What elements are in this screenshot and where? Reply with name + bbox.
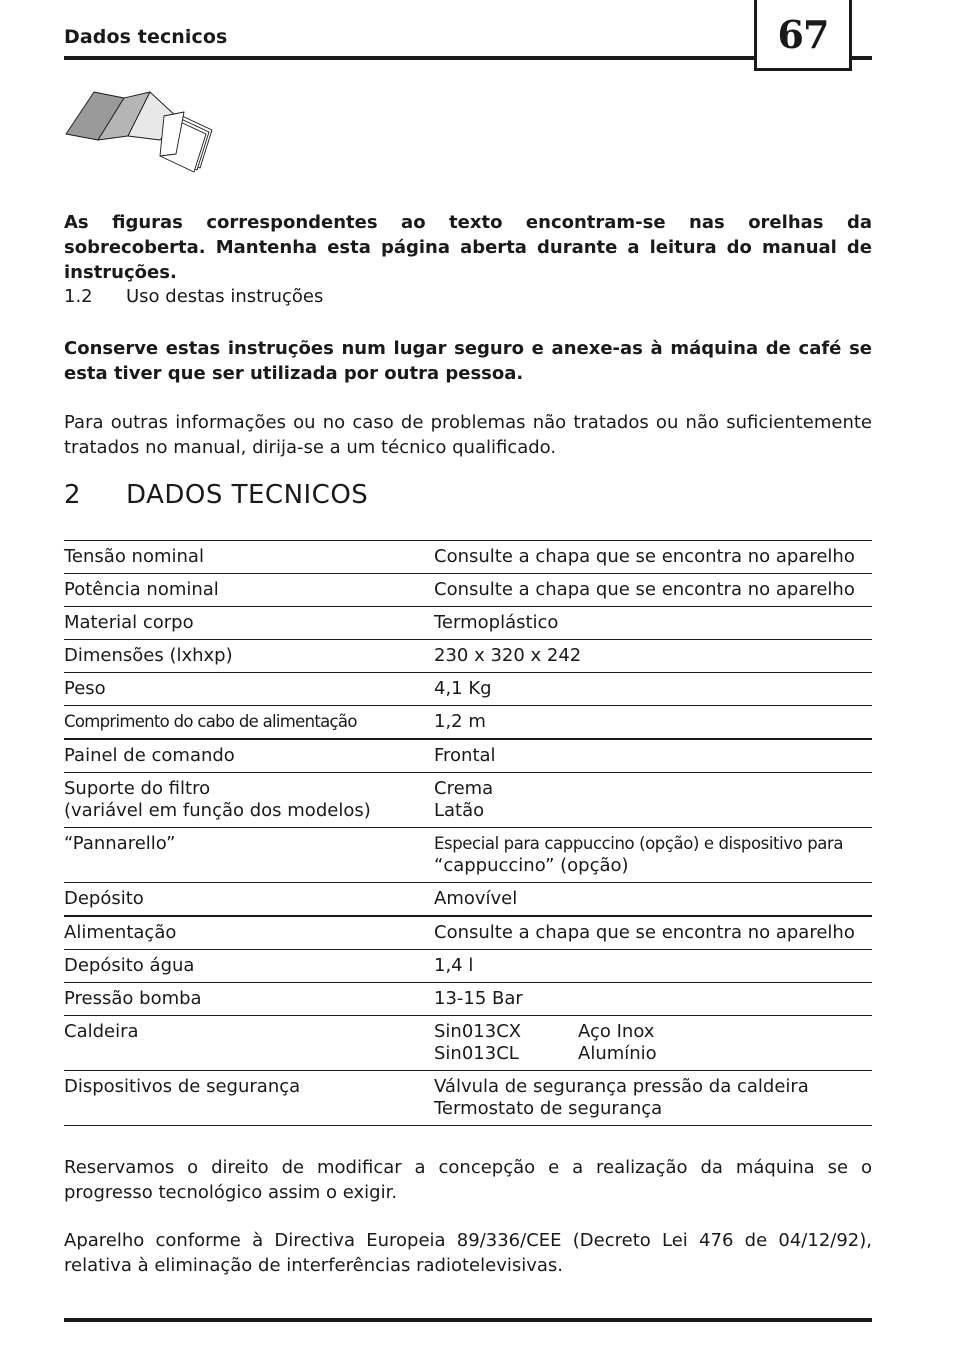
table-row [64, 541, 872, 574]
spec-value: Frontal [434, 745, 496, 766]
keep-instructions-note: Conserve estas instruções num lugar seguro e anexe-as à máquina de café se esta tiver que ser utilizada por outra pessoa. [64, 338, 872, 384]
section-2-heading [64, 480, 368, 510]
reserve-note: Reservamos o direito de modificar a concepção e a realização da máquina se o progresso tecnológico assim o exigir. [64, 1157, 872, 1203]
directive-note: Aparelho conforme à Directiva Europeia 89/336/CEE (Decreto Lei 476 de 04/12/92), relativa à eliminação de interferências radiotelevisivas. [64, 1230, 872, 1276]
technician-note: Para outras informações ou no caso de problemas não tratados ou não suficientemente tratados no manual, dirija-se a um técnico qualificado. [64, 412, 872, 458]
section-2-number: 2 [64, 480, 82, 510]
table-row [64, 773, 872, 828]
table-row [64, 883, 872, 917]
table-row [64, 983, 872, 1016]
spec-label: “Pannarello” [64, 833, 176, 854]
boiler-material: Aço Inox [578, 1021, 655, 1042]
section-1-2-number: 1.2 [64, 286, 93, 307]
spec-value-line: Especial para cappuccino (opção) e dispositivo para [434, 834, 844, 853]
table-row [64, 1016, 872, 1071]
spec-label: Alimentação [64, 922, 177, 943]
spec-value: 230 x 320 x 242 [434, 645, 582, 666]
table-row [64, 1071, 872, 1126]
spec-label: Pressão bomba [64, 988, 202, 1009]
table-row [64, 739, 872, 773]
spec-value: Amovível [434, 888, 518, 909]
table-row [64, 828, 872, 883]
spec-value: Termoplástico [434, 612, 559, 633]
table-row [64, 574, 872, 607]
running-header-title: Dados tecnicos [64, 26, 228, 48]
page-number: 67 [777, 11, 829, 57]
spec-value [434, 828, 872, 883]
technical-specs-table [64, 540, 872, 1126]
figures-note: As figuras correspondentes ao texto encontram-se nas orelhas da sobrecoberta. Mantenha esta página aberta durante a leitura do manual de instruções. [64, 212, 872, 283]
spec-label: Depósito água [64, 955, 195, 976]
spec-label: Dimensões (lxhxp) [64, 645, 233, 666]
header-rule [64, 56, 872, 60]
spec-value-line: Válvula de segurança pressão da caldeira [434, 1076, 809, 1097]
spec-value [434, 773, 872, 828]
table-row [64, 607, 872, 640]
spec-value: 4,1 Kg [434, 678, 492, 699]
spec-value: 13-15 Bar [434, 988, 523, 1009]
foldout-cover-illustration [64, 86, 220, 176]
spec-label: Caldeira [64, 1021, 139, 1042]
spec-label: Comprimento do cabo de alimentação [64, 712, 357, 731]
spec-label-line: Suporte do filtro [64, 778, 211, 799]
table-row [64, 916, 872, 950]
boiler-material: Alumínio [578, 1043, 657, 1064]
spec-label: Dispositivos de segurança [64, 1076, 301, 1097]
spec-label: Painel de comando [64, 745, 235, 766]
spec-value: Consulte a chapa que se encontra no aparelho [434, 579, 855, 600]
spec-value: Consulte a chapa que se encontra no aparelho [434, 546, 855, 567]
spec-value [434, 1071, 872, 1126]
spec-value-line: Latão [434, 800, 485, 821]
spec-value [434, 1016, 872, 1071]
boiler-line [434, 1021, 872, 1043]
spec-label: Material corpo [64, 612, 194, 633]
spec-label: Tensão nominal [64, 546, 204, 567]
spec-label [64, 773, 434, 828]
table-row [64, 950, 872, 983]
spec-value: 1,2 m [434, 711, 486, 732]
footer-rule [64, 1318, 872, 1322]
section-2-title: DADOS TECNICOS [126, 480, 369, 510]
spec-value-line: Crema [434, 778, 494, 799]
spec-value-line: Termostato de segurança [434, 1098, 663, 1119]
spec-label: Peso [64, 678, 106, 699]
table-row [64, 706, 872, 740]
page-number-box [754, 0, 852, 71]
table-row [64, 640, 872, 673]
spec-label: Depósito [64, 888, 144, 909]
boiler-code: Sin013CL [434, 1043, 519, 1064]
section-1-2-title: Uso destas instruções [126, 286, 324, 307]
spec-value: 1,4 l [434, 955, 474, 976]
boiler-code: Sin013CX [434, 1021, 522, 1042]
spec-label-line: (variável em função dos modelos) [64, 800, 371, 821]
section-1-2-heading [64, 286, 323, 307]
spec-value-line: “cappuccino” (opção) [434, 855, 629, 876]
spec-label: Potência nominal [64, 579, 219, 600]
spec-value: Consulte a chapa que se encontra no aparelho [434, 922, 855, 943]
boiler-line [434, 1043, 872, 1065]
table-row [64, 673, 872, 706]
